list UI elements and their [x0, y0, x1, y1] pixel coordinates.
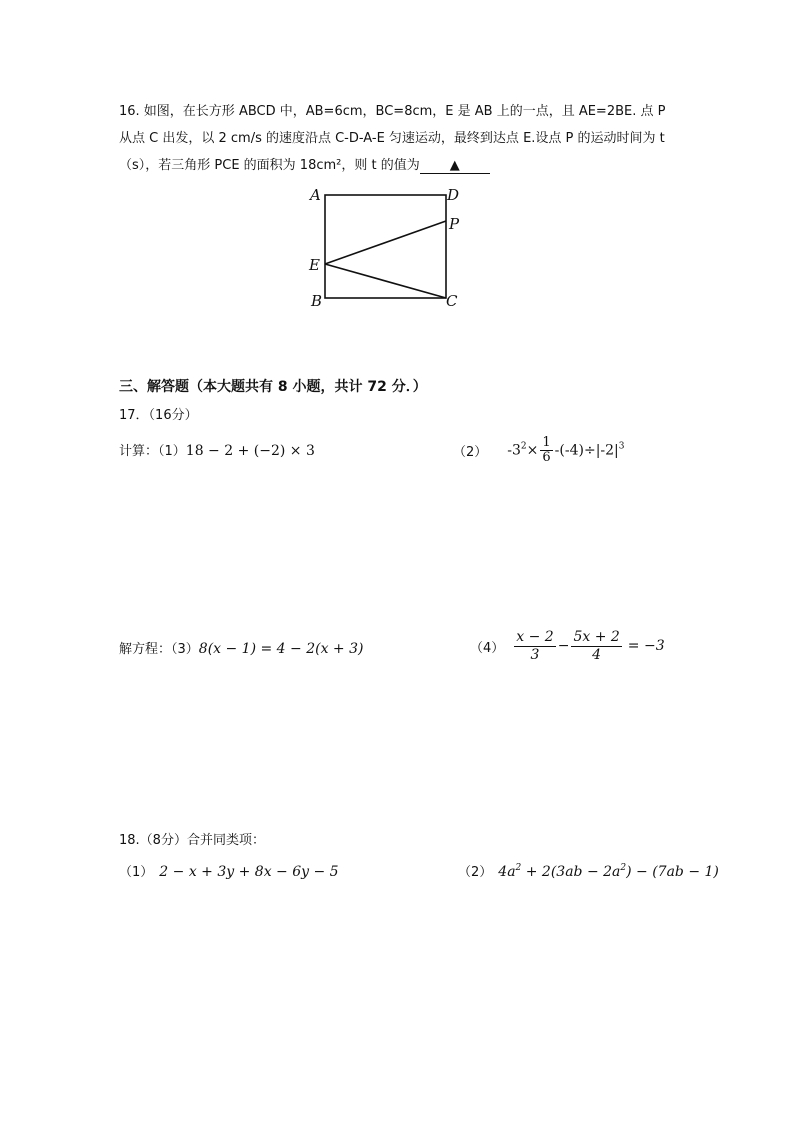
- q17-part1-expression: 18 − 2 + (−2) × 3: [185, 443, 315, 459]
- q18-header: 18.（8分）合并同类项：: [119, 833, 265, 848]
- q18-part1-label: （1）: [119, 865, 154, 880]
- label-b: B: [311, 292, 323, 310]
- q17-p2-exponent: 2: [520, 441, 527, 451]
- q17-p4-f1-num: x − 2: [516, 628, 554, 645]
- label-e: E: [309, 256, 320, 274]
- rectangle-abcd: [325, 195, 446, 298]
- q18-p2-b: + 2(3ab − 2a: [521, 864, 621, 880]
- q18-part2: [458, 861, 719, 880]
- rectangle-figure: [300, 182, 470, 312]
- q16-line3-text: （s），若三角形 PCE 的面积为 18cm²，则 t 的值为: [119, 158, 420, 173]
- q17-part2: [453, 430, 625, 470]
- q17-p2-tail: -(-4)÷|-2|: [554, 442, 619, 458]
- q17-part4: [470, 624, 665, 668]
- q17-header: 17．（16分）: [119, 408, 198, 423]
- q17-p2-frac-num: 1: [542, 434, 551, 450]
- label-p: P: [449, 215, 460, 233]
- q17-p2-base: -3: [507, 442, 521, 458]
- q17-eq-label: 解方程：（3）: [119, 642, 199, 657]
- q17-p4-f2-num: 5x + 2: [573, 628, 620, 645]
- q17-part1: [119, 440, 315, 459]
- q17-part3-equation: 8(x − 1) = 4 − 2(x + 3): [198, 641, 364, 657]
- label-a: A: [310, 186, 321, 204]
- q18-p2-a-exponent: 2: [515, 863, 522, 873]
- q16-line3: [119, 154, 490, 174]
- q16-answer-blank[interactable]: [420, 159, 490, 174]
- triangle-marker-icon: ▲: [449, 158, 460, 173]
- label-d: D: [447, 186, 460, 204]
- q17-p4-f2-den: 4: [571, 646, 621, 664]
- segment-ep: [325, 221, 446, 264]
- q17-part3: [119, 638, 363, 657]
- q17-p4-fraction2: [571, 629, 621, 664]
- q18-p2-b-exponent: 2: [620, 863, 627, 873]
- q16-line2: 从点 C 出发，以 2 cm/s 的速度沿点 C-D-A-E 匀速运动，最终到达点 E.设点 P 的运动时间为 t: [119, 131, 665, 146]
- q17-p4-f1-den: 3: [514, 646, 555, 664]
- q18-part1-expression: 2 − x + 3y + 8x − 6y − 5: [159, 864, 339, 880]
- q17-p2-frac-den: 6: [542, 449, 551, 465]
- q17-part4-label: （4）: [470, 640, 505, 656]
- q16-line1: 16. 如图，在长方形 ABCD 中，AB=6cm，BC=8cm，E 是 AB 上的一点，且 AE=2BE. 点 P: [119, 104, 666, 119]
- q18-part2-label: （2）: [458, 865, 493, 880]
- q17-p2-tail-exponent: 3: [618, 441, 625, 451]
- segment-ec: [325, 264, 446, 298]
- q18-part2-expression: [498, 864, 719, 880]
- q18-part1: [119, 861, 339, 880]
- q17-p4-minus: −: [557, 638, 570, 654]
- q18-p2-c: ) − (7ab − 1): [626, 864, 719, 880]
- q17-part2-label: （2）: [453, 444, 488, 460]
- section-title: 三、解答题（本大题共有 8 小题，共计 72 分．）: [119, 379, 427, 395]
- q17-p4-fraction1: [514, 629, 555, 664]
- q17-p4-rhs: = −3: [627, 638, 665, 654]
- q17-part4-equation: [512, 629, 664, 664]
- q17-p2-fraction: [540, 436, 552, 465]
- q17-p2-times: ×: [526, 442, 539, 458]
- q17-calc-label: 计算：（1）: [119, 444, 186, 459]
- label-c: C: [446, 292, 458, 310]
- q17-part2-expression: [507, 436, 624, 465]
- q18-p2-a: 4a: [498, 864, 516, 880]
